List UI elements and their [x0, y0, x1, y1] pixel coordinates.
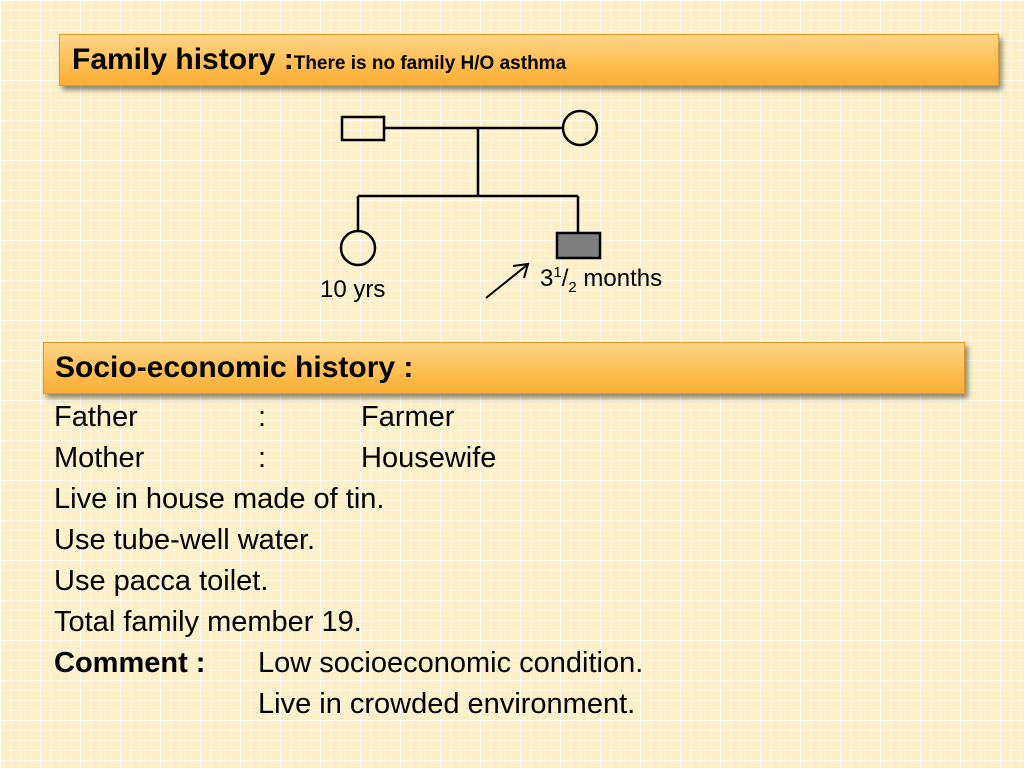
father-label: Father [54, 401, 138, 433]
mother-label: Mother [54, 442, 145, 474]
family-history-note: There is no family H/O asthma [293, 53, 567, 74]
socio-economic-banner [43, 342, 965, 394]
comment-text-1: Low socioeconomic condition. [258, 647, 644, 679]
proband-symbol [557, 233, 600, 258]
comment-text-2: Live in crowded environment. [258, 688, 636, 720]
pedigree-chart [0, 0, 1024, 340]
father-symbol [342, 117, 384, 140]
mother-separator: : [258, 442, 267, 474]
family-history-title: Family history : [72, 43, 294, 76]
socio-economic-title: Socio-economic history : [55, 351, 414, 384]
father-separator: : [258, 401, 267, 433]
father-value: Farmer [361, 401, 455, 433]
comment-label: Comment : [54, 647, 206, 679]
sister-age-label: 10 yrs [320, 276, 386, 303]
sister-symbol [341, 231, 375, 265]
mother-value: Housewife [361, 442, 497, 474]
arrow-icon [486, 264, 528, 298]
mother-symbol [563, 111, 597, 145]
proband-age-label: $3^1/_2$ months [540, 264, 663, 296]
